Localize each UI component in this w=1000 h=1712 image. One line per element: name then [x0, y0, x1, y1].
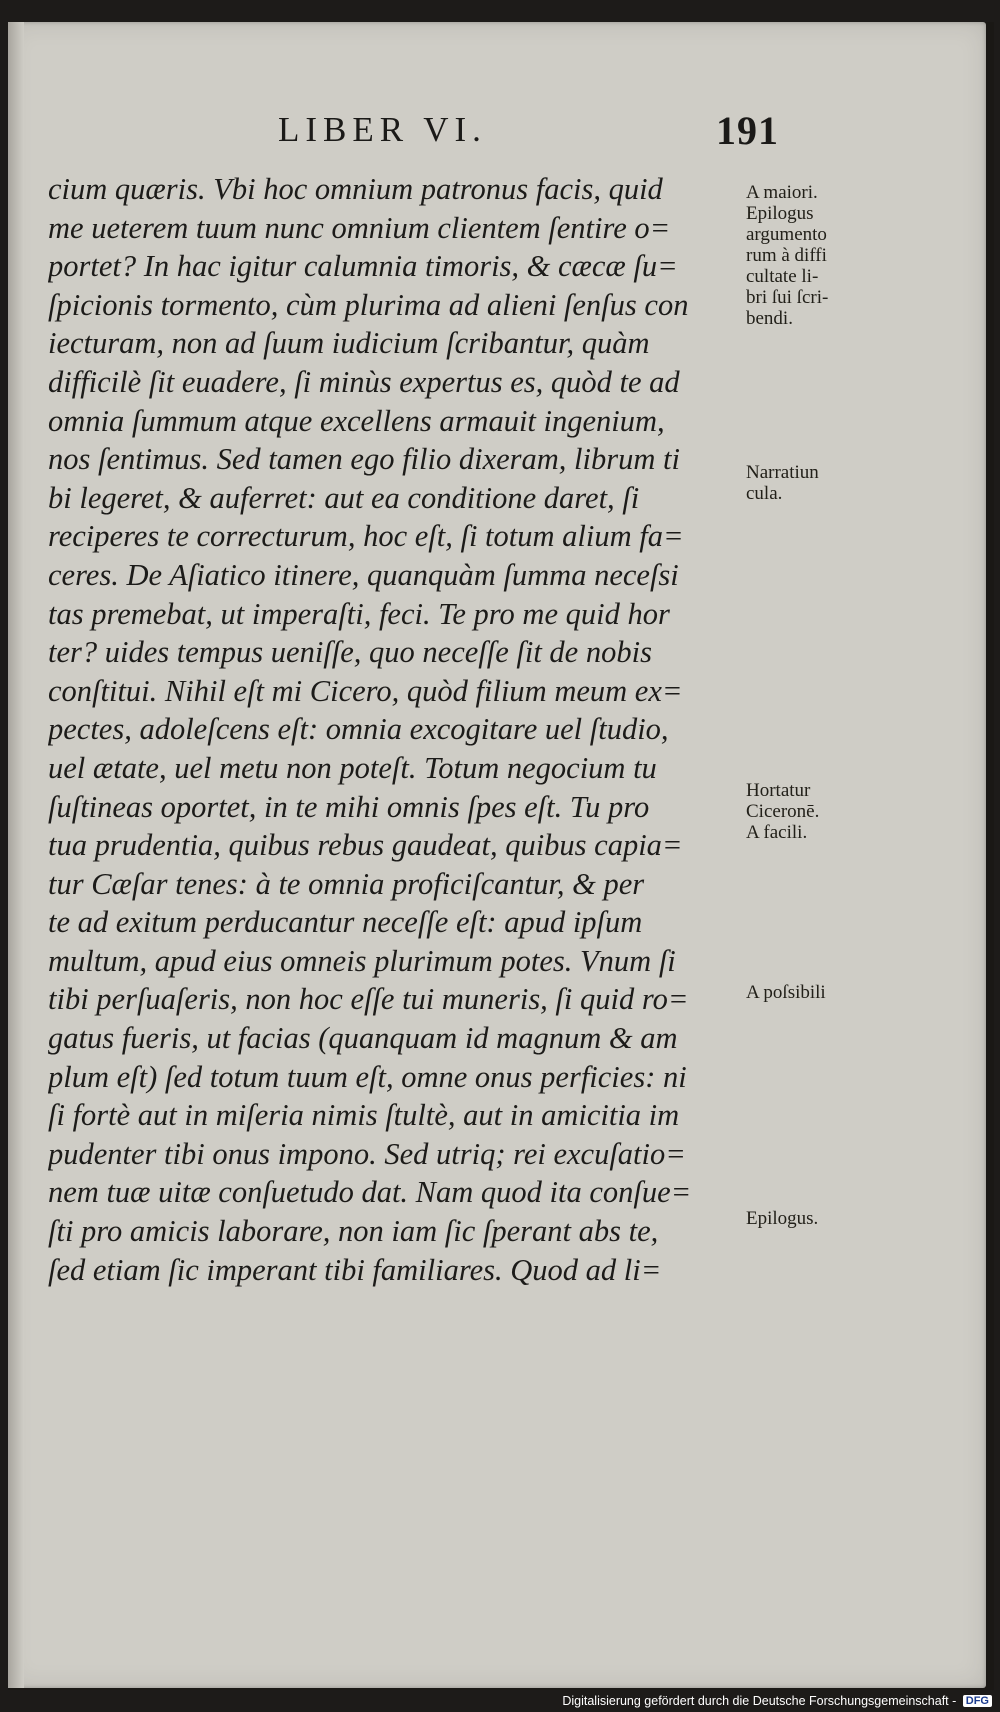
text-line: multum, apud eius omneis plurimum potes. Vnum ſi	[48, 943, 676, 978]
text-line: ter? uides tempus ueniſſe, quo neceſſe ſit de nobis	[48, 635, 652, 670]
text-line: ſi fortè aut in miſeria nimis ſtultè, aut in amicitia im	[48, 1098, 680, 1133]
note-line: cultate li-	[746, 266, 819, 287]
text-line: gatus fueris, ut facias (quanquam id magnum & am	[48, 1021, 678, 1056]
note-line: A facili.	[746, 822, 808, 843]
text-line: tas premebat, ut imperaſti, feci. Te pro me quid hor	[48, 596, 670, 631]
note-line: Epilogus	[746, 203, 814, 224]
note-line: rum à diffi	[746, 245, 827, 266]
text-line: ſpicionis tormento, cùm plurima ad alieni ſenſus con	[48, 287, 689, 322]
digitization-credit	[562, 1694, 992, 1708]
text-line: te ad exitum perducantur neceſſe eſt: apud ipſum	[48, 905, 643, 940]
book-page	[8, 22, 986, 1688]
text-line: nem tuæ uitæ conſuetudo dat. Nam quod ita conſue=	[48, 1175, 692, 1210]
note-line: Narratiun	[746, 462, 819, 483]
text-line: ceres. De Aſiatico itinere, quanquàm ſumma neceſsi	[48, 557, 679, 592]
scan-area	[8, 22, 994, 1690]
text-line: difficilè ſit euadere, ſi minùs expertus es, quòd te ad	[48, 364, 680, 399]
text-line: pectes, adoleſcens eſt: omnia excogitare uel ſtudio,	[48, 712, 669, 747]
note-line: Hortatur	[746, 780, 811, 801]
note-line: A poſsibili	[746, 982, 826, 1003]
text-line: omnia ſummum atque excellens armauit ingenium,	[48, 403, 665, 438]
credit-text: Digitalisierung gefördert durch die Deutsche Forschungsgemeinschaft -	[562, 1694, 957, 1708]
page-number: 191	[716, 108, 779, 153]
text-line: tua prudentia, quibus rebus gaudeat, quibus capia=	[48, 828, 683, 863]
note-line: Epilogus.	[746, 1208, 819, 1229]
note-line: A maiori.	[746, 182, 818, 203]
note-line: cula.	[746, 483, 783, 504]
text-line: ſuſtineas oportet, in te mihi omnis ſpes eſt. Tu pro	[48, 789, 650, 824]
text-line: conſtitui. Nihil eſt mi Cicero, quòd filium meum ex=	[48, 673, 683, 708]
note-line: bri ſui ſcri-	[746, 287, 829, 308]
note-a-maiori	[746, 182, 828, 329]
text-line: plum eſt) ſed totum tuum eſt, omne onus perficies: ni	[48, 1059, 687, 1094]
note-hortatur	[746, 780, 819, 843]
page-gutter	[8, 22, 24, 1688]
text-line: portet? In hac igitur calumnia timoris, & cæcæ ſu=	[48, 249, 678, 284]
text-line: tur Cæſar tenes: à te omnia proficiſcantur, & per	[48, 866, 645, 901]
note-narratiuncula	[746, 462, 819, 504]
note-line: Ciceronē.	[746, 801, 820, 822]
text-line: tibi perſuaſeris, non hoc eſſe tui muneris, ſi quid ro=	[48, 982, 689, 1017]
text-line: ſed etiam ſic imperant tibi familiares. Quod ad li=	[48, 1252, 662, 1287]
text-line: uel ætate, uel metu non poteſt. Totum negocium tu	[48, 750, 657, 785]
note-epilogus	[746, 1208, 818, 1229]
text-line: ſti pro amicis laborare, non iam ſic ſperant abs te,	[48, 1214, 659, 1249]
text-line: bi legeret, & auferret: aut ea conditione daret, ſi	[48, 480, 640, 515]
running-head: LIBER VI.	[278, 110, 487, 149]
text-line: cium quæris. Vbi hoc omnium patronus facis, quid	[48, 172, 663, 206]
text-line: iecturam, non ad ſuum iudicium ſcribantur, quàm	[48, 326, 650, 361]
text-line: reciperes te correcturum, hoc eſt, ſi totum alium fa=	[48, 519, 684, 554]
note-a-possibili	[746, 982, 826, 1003]
text-line: me ueterem tuum nunc omnium clientem ſentire o=	[48, 210, 671, 245]
note-line: argumento	[746, 224, 827, 245]
text-line: nos ſentimus. Sed tamen ego filio dixeram, librum ti	[48, 442, 680, 477]
dfg-logo-icon: DFG	[963, 1695, 992, 1707]
body-text	[48, 170, 748, 1289]
text-line: pudenter tibi onus impono. Sed utriq; rei excuſatio=	[48, 1136, 686, 1171]
note-line: bendi.	[746, 308, 793, 329]
